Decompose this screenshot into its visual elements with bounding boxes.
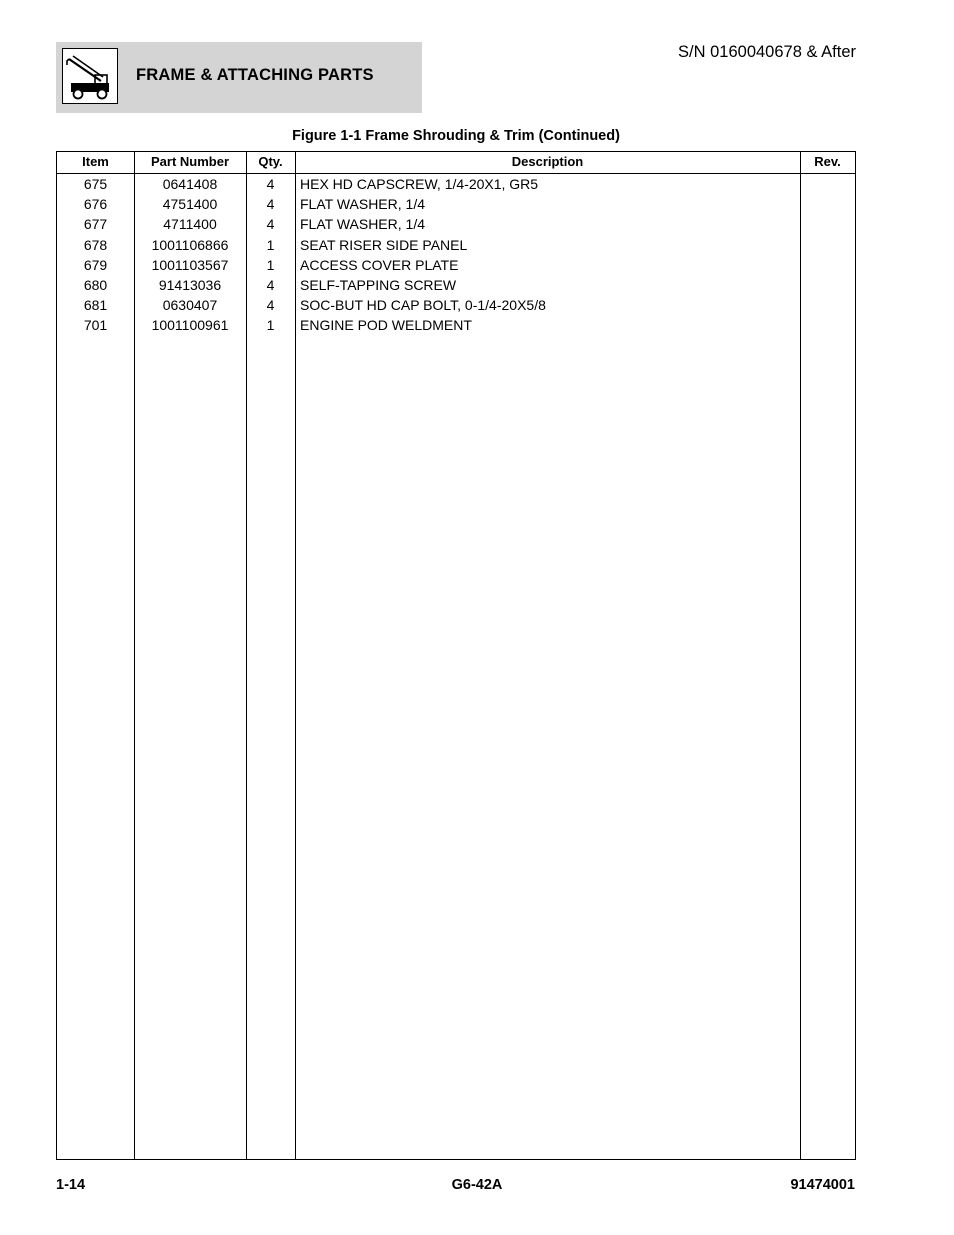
item-cell: 678 <box>83 236 108 253</box>
telehandler-icon <box>65 51 115 101</box>
part-number-cell: 1001103567 <box>151 256 229 273</box>
table-body <box>57 174 855 336</box>
machine-icon <box>62 48 118 104</box>
section-header <box>56 42 422 113</box>
section-title: FRAME & ATTACHING PARTS <box>136 66 374 84</box>
item-cell: 680 <box>83 276 108 293</box>
parts-table <box>56 151 856 1160</box>
column-header-qty: Qty. <box>258 154 283 169</box>
part-number-cell: 0630407 <box>162 297 218 314</box>
part-number-cell: 0641408 <box>162 176 218 192</box>
description-cell: FLAT WASHER, 1/4 <box>300 216 425 233</box>
table-row <box>57 275 855 295</box>
manual-number: 91474001 <box>790 1177 855 1193</box>
item-cell: 676 <box>83 196 108 213</box>
column-header-part-number: Part Number <box>150 154 230 169</box>
serial-range: S/N 0160040678 & After <box>678 43 856 61</box>
description-cell: ENGINE POD WELDMENT <box>300 317 472 334</box>
part-number-cell: 91413036 <box>158 276 222 293</box>
qty-cell: 1 <box>266 256 275 273</box>
qty-cell: 4 <box>266 297 275 314</box>
description-cell: HEX HD CAPSCREW, 1/4-20X1, GR5 <box>300 176 539 192</box>
description-cell: SOC-BUT HD CAP BOLT, 0-1/4-20X5/8 <box>300 297 546 314</box>
qty-cell: 4 <box>266 216 275 233</box>
part-number-cell: 4751400 <box>162 196 218 213</box>
description-cell: FLAT WASHER, 1/4 <box>300 196 425 213</box>
qty-cell: 4 <box>266 276 275 293</box>
description-cell: SELF-TAPPING SCREW <box>300 276 457 293</box>
item-cell: 701 <box>83 317 108 334</box>
item-cell: 681 <box>83 297 108 314</box>
qty-cell: 1 <box>266 236 275 253</box>
table-row <box>57 194 855 214</box>
table-row <box>57 255 855 275</box>
qty-cell: 1 <box>266 317 275 334</box>
table-row <box>57 174 855 194</box>
item-cell: 677 <box>83 216 108 233</box>
column-header-rev: Rev. <box>814 154 841 169</box>
part-number-cell: 1001100961 <box>151 317 229 334</box>
item-cell: 675 <box>83 176 108 192</box>
part-number-cell: 4711400 <box>163 216 217 233</box>
column-header-description: Description <box>511 154 584 169</box>
qty-cell: 4 <box>266 196 275 213</box>
page-number: 1-14 <box>56 1177 86 1193</box>
table-row <box>57 315 855 335</box>
figure-title: Figure 1-1 Frame Shrouding & Trim (Continued) <box>292 128 620 144</box>
item-cell: 679 <box>83 256 108 273</box>
part-number-cell: 1001106866 <box>151 236 229 253</box>
qty-cell: 4 <box>266 176 275 192</box>
description-cell: SEAT RISER SIDE PANEL <box>300 236 468 253</box>
table-row <box>57 214 855 234</box>
table-row <box>57 235 855 255</box>
column-header-item: Item <box>82 154 109 169</box>
table-row <box>57 295 855 315</box>
model-name: G6-42A <box>451 1177 503 1193</box>
description-cell: ACCESS COVER PLATE <box>300 256 459 273</box>
